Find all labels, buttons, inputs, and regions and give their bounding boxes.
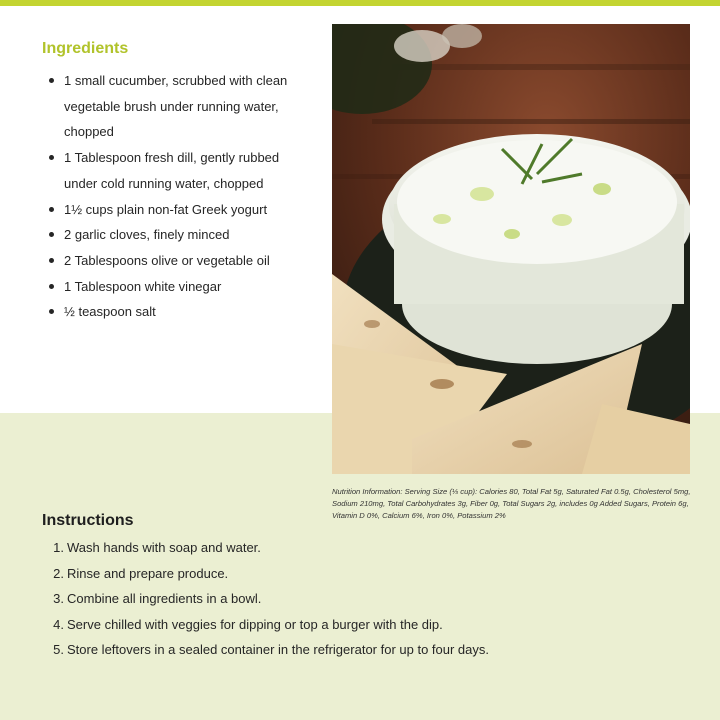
step-number: 2.	[53, 565, 64, 581]
step-number: 3.	[53, 591, 64, 606]
ingredient-item: ½ teaspoon salt	[48, 299, 313, 325]
step-text: Rinse and prepare produce.	[67, 565, 229, 581]
ingredient-item: 1 small cucumber, scrubbed with clean vegetable brush under running water, chopped	[48, 68, 313, 145]
ingredients-list	[48, 68, 313, 325]
instruction-step	[50, 586, 670, 612]
instructions-list	[50, 535, 670, 663]
top-accent-bar	[0, 0, 720, 6]
ingredient-item: 2 garlic cloves, finely minced	[48, 222, 313, 248]
step-text: Store leftovers in a sealed container in the refrigerator for up to four days.	[67, 642, 490, 657]
tzatziki-dip-photo	[332, 24, 690, 474]
step-text: Wash hands with soap and water.	[67, 540, 261, 555]
nutrition-information: Nutrition Information: Serving Size (⅓ cup): Calories 80, Total Fat 5g, Saturated Fat 0.5g, Cholesterol 5mg, Sodium 210mg, Total Carbohydrates 3g, Fiber 0g, Total Sugars 2g, includes 0g Added Sugars, Protein 6g, Vitamin D 0%, Calcium 6%, Iron 0%, Potassium 2%	[332, 487, 691, 520]
instruction-step	[50, 535, 670, 561]
step-text: Serve chilled with veggies for dipping or top a burger with the dip.	[67, 616, 443, 632]
ingredient-item: 1½ cups plain non-fat Greek yogurt	[48, 197, 313, 223]
instructions-heading: Instructions	[42, 512, 134, 529]
instruction-step	[50, 561, 670, 587]
instruction-step	[50, 637, 670, 663]
step-number: 5.	[53, 642, 64, 657]
step-number: 1.	[53, 540, 64, 555]
ingredient-item: 1 Tablespoon fresh dill, gently rubbed under cold running water, chopped	[48, 145, 313, 196]
step-text: Combine all ingredients in a bowl.	[67, 591, 262, 606]
ingredients-heading: Ingredients	[42, 40, 129, 57]
instruction-step	[50, 612, 670, 638]
step-number: 4.	[53, 616, 64, 632]
ingredient-item: 1 Tablespoon white vinegar	[48, 274, 313, 300]
ingredient-item: 2 Tablespoons olive or vegetable oil	[48, 248, 313, 274]
